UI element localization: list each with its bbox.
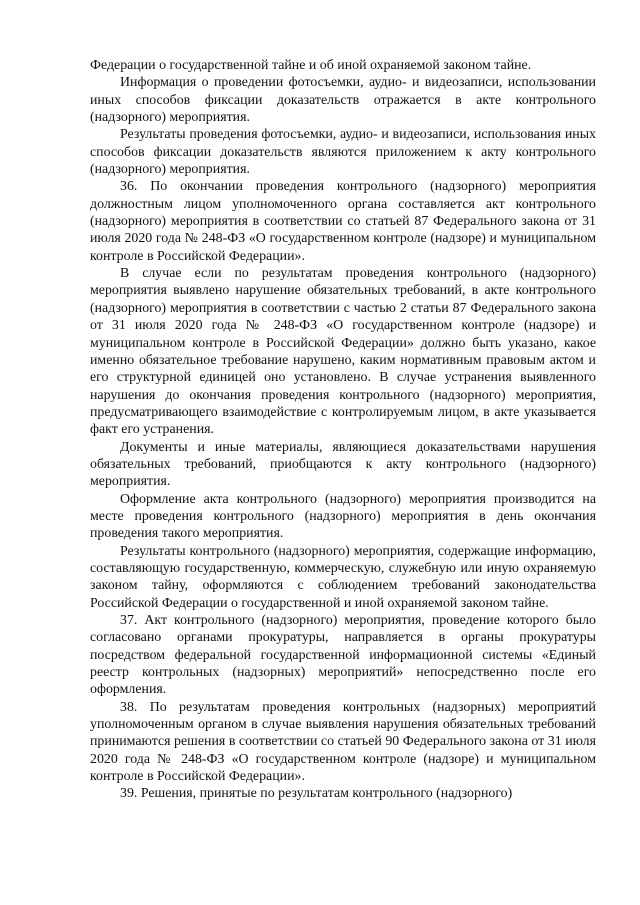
paragraph-item-39: 39. Решения, принятые по результатам контрольного (надзорного): [120, 786, 513, 802]
paragraph-documents-evidence: Документы и иные материалы, являющиеся доказательствами нарушения обязательных требований, приобщаются к акту контрольного (надзорного) мероприятия.: [90, 439, 596, 490]
paragraph-act-drafting: Оформление акта контрольного (надзорного) мероприятия производится на месте проведения контрольного (надзорного) мероприятия в день окончания проведения такого мероприятия.: [90, 491, 596, 542]
paragraph-item-36: 36. По окончании проведения контрольного (надзорного) мероприятия должностным лицом уполномоченного органа составляется акт контрольного (надзорного) мероприятия в соответствии со статьей 87 Федерального закона от 31 июля 2020 года № 248-ФЗ «О государственном контроле (надзоре) и муниципальном контроле в Российской Федерации».: [90, 179, 596, 264]
paragraph-violation-found: В случае если по результатам проведения контрольного (надзорного) мероприятия выявлено нарушение обязательных требований, в акте контрольного (надзорного) мероприятия в соответствии с частью 2 статьи 87 Федерального закона от 31 июля 2020 года № 248-ФЗ «О государственном контроле (надзоре) и муниципальном контроле в Российской Федерации» должно быть указано, какое именно обязательное требование нарушено, каким нормативным правовым актом и его структурной единицей оно установлено. В случае устранения выявленного нарушения до окончания проведения контрольного (надзорного) мероприятия, предусматривающего взаимодействие с контролируемым лицом, в акте указывается факт его устранения.: [90, 266, 596, 438]
paragraph-photo-results: Результаты проведения фотосъемки, аудио- и видеозаписи, использования иных способов фиксации доказательств являются приложением к акту контрольного (надзорного) мероприятия.: [90, 127, 596, 178]
paragraph-photo-info: Информация о проведении фотосъемки, аудио- и видеозаписи, использовании иных способов фиксации доказательств отражается в акте контрольного (надзорного) мероприятия.: [90, 75, 596, 126]
paragraph-secret-results: Результаты контрольного (надзорного) мероприятия, содержащие информацию, составляющую государственную, коммерческую, служебную или иную охраняемую законом тайну, оформляются с соблюдением требований законодательства Российской Федерации о государственной и иной охраняемой законом тайне.: [90, 543, 596, 611]
paragraph-item-37: 37. Акт контрольного (надзорного) мероприятия, проведение которого было согласовано органами прокуратуры, направляется в органы прокуратуры посредством федеральной государственной информационной системы «Единый реестр контрольных (надзорных) мероприятий» непосредственно после его оформления.: [90, 613, 596, 698]
document-page: [90, 57, 596, 803]
paragraph-continuation: Федерации о государственной тайне и об иной охраняемой законом тайне.: [90, 58, 532, 73]
paragraph-item-38: 38. По результатам проведения контрольных (надзорных) мероприятий уполномоченным органом в случае выявления нарушения обязательных требований принимаются решения в соответствии со статьей 90 Федерального закона от 31 июля 2020 года № 248-ФЗ «О государственном контроле (надзоре) и муниципальном контроле в Российской Федерации».: [90, 699, 596, 785]
